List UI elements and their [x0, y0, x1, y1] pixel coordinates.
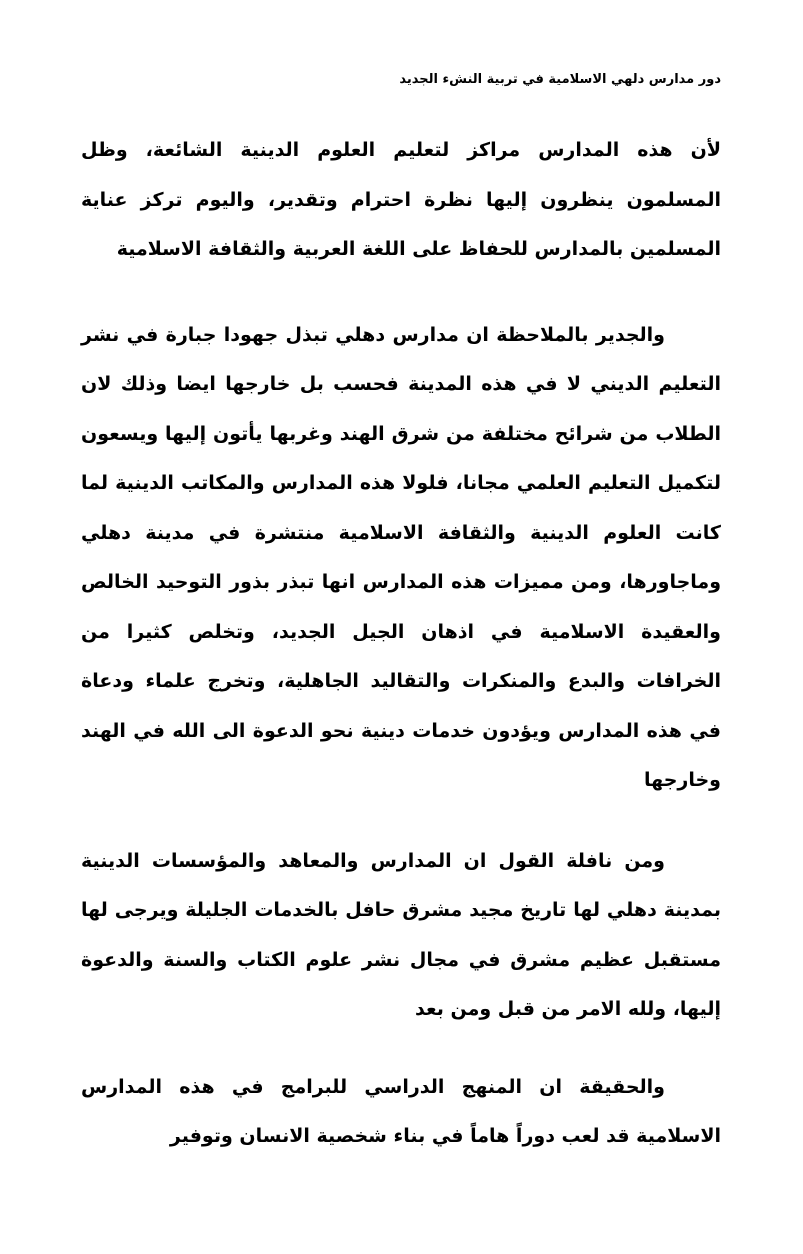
paragraph-4: والحقيقة ان المنهج الدراسي للبرامج في هذه المدارس الاسلامية قد لعب دوراً هاماً في بناء شخصية الانسان وتوفير	[81, 1075, 721, 1147]
paragraph-1: لأن هذه المدارس مراكز لتعليم العلوم الدينية الشائعة، وظل المسلمون ينظرون إليها نظرة احترام وتقدير، واليوم تركز عناية المسلمين بالمدارس للحفاظ على اللغة العربية والثقافة الاسلامية	[81, 139, 721, 260]
paragraph-spacer	[81, 806, 721, 837]
running-header: دور مدارس دلهي الاسلامية في تربية النشء الجديد	[399, 72, 721, 87]
paragraph-3: ومن نافلة القول ان المدارس والمعاهد والمؤسسات الدينية بمدينة دهلي لها تاريخ مجيد مشرق حافل بالخدمات الجليلة ويرجى لها مستقبل عظيم مشرق في مجال نشر علوم الكتاب والسنة والدعوة إليها، ولله الامر من قبل ومن بعد	[81, 849, 721, 1020]
body-text	[81, 126, 721, 1162]
paragraph-2: والجدير بالملاحظة ان مدارس دهلي تبذل جهودا جبارة في نشر التعليم الديني لا في هذه المدينة فحسب بل خارجها ايضا وذلك لان الطلاب من شرائح مختلفة من شرق الهند وغربها يأتون إليها ويسعون لتكميل التعليم العلمي مجانا، فلولا هذه المدارس والمكاتب الدينية لما كانت العلوم الدينية والثقافة الاسلامية منتشرة في مدينة دهلي وماجاورها، ومن مميزات هذه المدارس انها تبذر بذور التوحيد الخالص والعقيدة الاسلامية في اذهان الجيل الجديد، وتخلص كثيرا من الخرافات والبدع والمنكرات والتقاليد الجاهلية، وتخرج علماء ودعاة في هذه المدارس ويؤدون خدمات دينية نحو الدعوة الى الله في الهند وخارجها	[81, 323, 721, 791]
paragraph-spacer	[81, 1035, 721, 1063]
paragraph-spacer	[81, 275, 721, 311]
